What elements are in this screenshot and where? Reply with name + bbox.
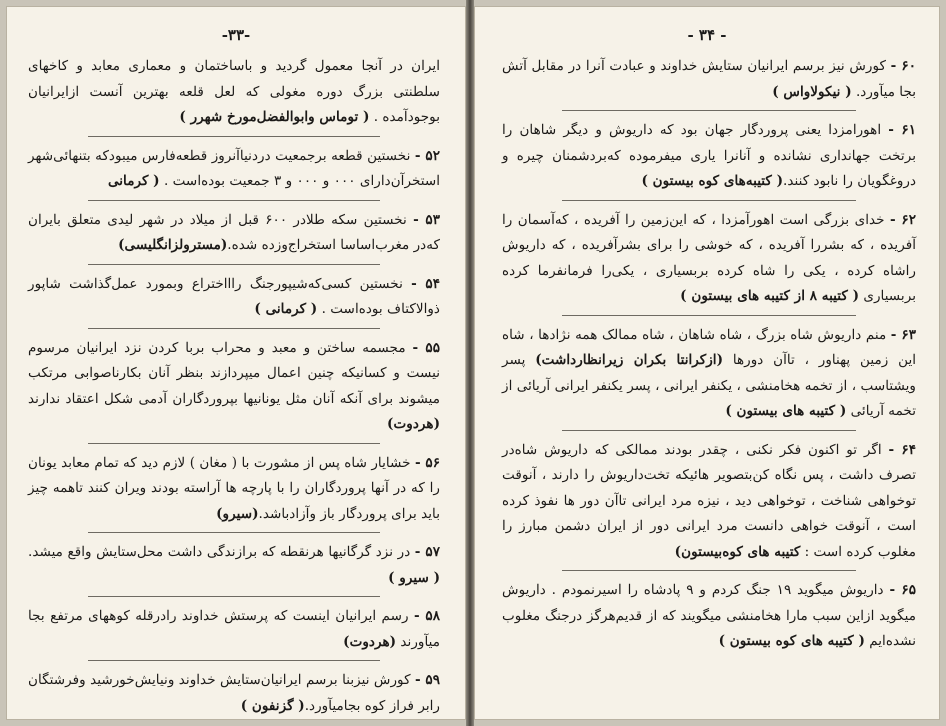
right-page <box>474 6 940 720</box>
section-divider <box>562 430 856 431</box>
item-text: خدای بزرگی است اهورآمزدا ، که این‌زمین را آفریده ، که‌آسمان را آفریده ، که بشررا آفریده ، که خوشی را برای بشرآفریده ، که داریوش راشاه کرده ، یکی را شاه کرده بربسیاری ، یکی‌را فرمانفرما کرده بربسیاری <box>502 211 916 304</box>
item-source: ( گزنفون ) <box>240 697 305 714</box>
section-divider <box>88 200 380 201</box>
item-52 <box>28 144 440 195</box>
section-divider <box>88 264 380 265</box>
item-number: ۶۴ - <box>888 441 917 458</box>
item-text: کورش نیزبنا برسم ایرانیان‌ستایش خداوند ونیایش‌خورشید وفرشتگان رابر فراز کوه بجامیآورد. <box>28 672 440 714</box>
item-56 <box>28 451 440 528</box>
item-number: ۵۲ - <box>414 147 441 164</box>
right-page-number: - ۳۴ - <box>687 26 727 44</box>
item-54 <box>28 272 440 323</box>
item-55 <box>28 336 440 438</box>
item-source: ( کتیبه ۸ از کتیبه های بیستون ) <box>680 288 860 304</box>
item-61 <box>502 118 916 195</box>
item-59 <box>28 668 440 719</box>
item-63 <box>502 323 916 425</box>
item-source: (مسترولزانگلیسی) <box>118 237 228 253</box>
left-intro-paragraph <box>28 54 440 131</box>
item-number: ۵۷ - <box>414 544 440 560</box>
item-number: ۵۵ - <box>412 339 441 356</box>
section-divider <box>562 110 856 111</box>
item-text: در نزد گرگانیها هرنقطه که برازندگی داشت محل‌ستایش واقع میشد. <box>28 544 415 560</box>
item-65 <box>502 578 916 655</box>
left-page <box>6 6 466 720</box>
section-divider <box>88 660 380 661</box>
item-58 <box>28 604 440 655</box>
item-source: ( کرمانی <box>107 173 160 189</box>
section-divider <box>562 570 856 571</box>
item-text: نخستین قطعه برجمعیت دردنیاآنروز قطعه‌فارس میبودکه بتنهائی‌شهر استخرآن‌دارای ۰۰۰ و ۰۰۰ و ۳ جمعیت بوده‌است . <box>28 147 440 189</box>
item-source: ( کتیبه های کوه بیستون ) <box>718 633 865 649</box>
item-number: ۵۴ - <box>411 275 441 292</box>
item-text: نخستین سکه طلادر ۶۰۰ قبل از میلاد در شهر لیدی متعلق بایران که‌در مغرب‌اساسا استخراج‌وزده شده. <box>28 211 440 253</box>
item-64 <box>502 438 916 566</box>
item-number: ۶۰ - <box>890 58 916 74</box>
section-divider <box>88 596 380 597</box>
item-number: ۶۳ - <box>890 326 917 343</box>
item-text: خشایار شاه پس از مشورت با ( مغان ) لازم دید که تمام معابد یونان را که در آنها پروردگاران را با پارچه ها آراسته بودند ویران کنند تاهمه چیز باید برای پروردگار باز وآزادباشد. <box>28 454 440 522</box>
intro-text: ایران در آنجا معمول گردید و باساختمان و معماری معابد و کاخهای سلطنتی بزرگ دوره مغولی که لعل قلعه بهترین آنست ازایرانیان بوجودآمده . <box>28 58 440 125</box>
book-gutter <box>466 0 474 726</box>
item-text: اهورامزدا یعنی پروردگار جهان بود که داریوش و دیگر شاهان را برتخت جهانداری نشانده و آنانرا یاری میفرموده که‌بردشمنان چیره و دروغگویان را نابود کنند. <box>502 122 916 189</box>
section-divider <box>88 443 380 444</box>
item-source: کتیبه های کوه‌بیستون) <box>674 543 801 560</box>
right-page-content <box>474 54 940 655</box>
item-source: (سیرو) <box>216 505 259 522</box>
item-number: ۵۶ - <box>414 454 441 471</box>
left-page-content <box>6 54 466 719</box>
item-source: ( کرمانی ) <box>254 301 318 317</box>
item-text-continued: پسر ویشتاسب ، از تخمه هخامنشی ، یکنفر ایرانی ، پسر یکنفر ایرانی آریائی از تخمه آریائی <box>502 352 916 419</box>
item-source: ( سیرو ) <box>388 569 440 586</box>
item-number: ۵۸ - <box>413 608 440 624</box>
item-number: ۶۵ - <box>889 582 916 598</box>
item-53 <box>28 208 440 259</box>
section-divider <box>562 315 856 316</box>
item-text: منم داریوش شاه بزرگ ، شاه شاهان ، شاه ممالک همه نژادها ، شاه این زمین پهناور ، تاآن دورها <box>502 326 916 368</box>
item-source: ( کتیبه‌های کوه بیستون ) <box>641 173 784 189</box>
item-text: اگر تو اکنون فکر نکنی ، چقدر بودند ممالکی که داریوش شاه‌در تصرف داشت ، پس نگاه کن‌بتصویر هائیکه تخت‌داریوش را دارند ، آنوقت توخواهی شناخت ، توخواهی دید ، نیزه مرد ایرانی تاآن دور ها نفوذ کرده است ، آنوقت خواهی دانست مرد ایرانی دور از ایران دشمن مبارز را مغلوب کرده است : <box>502 441 916 560</box>
item-number: ۵۳ - <box>413 211 440 228</box>
item-source: (هردوت) <box>343 633 397 650</box>
item-highlight: (ازکرانتا بکران زیرانظارداشت) <box>535 352 724 368</box>
item-text: نخستین کسی‌که‌شیپورجنگ راااختراع وبمورد عمل‌گذاشت شاپور ذوالاکتاف بوده‌است . <box>28 275 440 317</box>
item-62 <box>502 208 916 310</box>
item-text: مجسمه ساختن و معبد و محراب بربا کردن نزد ایرانیان مرسوم نیست و کسانیکه چنین اعمال میپردازند بنظر آنان بکارناصوابی مرتکب میشوند برای آنکه آنان مثل یونانیها بپروردگاران آدمی شکل اعتقاد ندارند <box>28 339 440 407</box>
item-source: ( نیکولاواس ) <box>772 83 852 100</box>
item-57 <box>28 540 440 591</box>
item-source: ( کتیبه های بیستون ) <box>725 403 847 419</box>
section-divider <box>562 200 856 201</box>
section-divider <box>88 136 380 137</box>
section-divider <box>88 328 380 329</box>
section-divider <box>88 532 380 533</box>
item-60 <box>502 54 916 105</box>
left-page-number: -۳۳- <box>221 26 251 44</box>
item-text: رسم ایرانیان اینست که پرستش خداوند رادرقله کوههای مرتفع بجا میآورند <box>28 608 440 650</box>
item-source: (هردوت) <box>387 416 440 432</box>
item-text: داریوش میگوید ۱۹ جنگ کردم و ۹ پادشاه را اسیرنمودم . داریوش میگوید ازاین سبب مارا هخامنشی میگویند که از قدیم‌هرگز درجنگ مغلوب نشده‌ایم <box>502 582 916 649</box>
intro-source: ( توماس وابوالفضل‌مورخ شهرر ) <box>179 109 370 125</box>
item-number: ۵۹ - <box>414 672 440 688</box>
item-text: کورش نیز برسم ایرانیان ستایش خداوند و عبادت آنرا در مقابل آتش بجا میآورد. <box>502 58 916 100</box>
item-number: ۶۲ - <box>889 211 916 228</box>
item-number: ۶۱ - <box>888 122 916 138</box>
